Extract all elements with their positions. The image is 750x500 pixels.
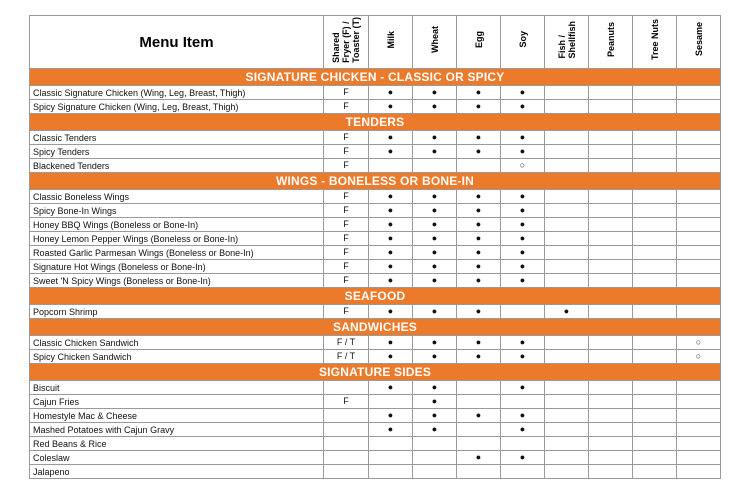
allergen-cell [633,395,677,409]
allergen-cell [545,274,589,288]
allergen-cell [545,260,589,274]
section-header-row [30,173,721,190]
menu-item-name: Homestyle Mac & Cheese [30,409,324,423]
allergen-cell: ○ [677,350,721,364]
column-header-soy: Soy [501,16,545,69]
allergen-cell [545,350,589,364]
table-row [30,437,721,451]
shared-fryer-cell [324,451,369,465]
menu-item-name: Sweet 'N Spicy Wings (Boneless or Bone-In) [30,274,324,288]
allergen-cell: ● [413,381,457,395]
allergen-cell [633,246,677,260]
table-row [30,350,721,364]
allergen-cell [677,232,721,246]
allergen-cell [545,246,589,260]
allergen-cell [633,381,677,395]
allergen-cell [633,131,677,145]
allergen-table [29,15,721,479]
allergen-cell [589,336,633,350]
allergen-cell [545,423,589,437]
allergen-cell: ● [501,145,545,159]
shared-fryer-cell: F [324,246,369,260]
shared-fryer-cell: F [324,190,369,204]
allergen-cell [677,381,721,395]
table-row [30,423,721,437]
allergen-cell: ● [501,204,545,218]
allergen-cell [545,204,589,218]
column-header-fish-shellfish: Fish / Shellfish [545,16,589,69]
section-header-row [30,288,721,305]
shared-fryer-cell: F / T [324,350,369,364]
section-title: SANDWICHES [30,319,721,336]
allergen-cell [589,86,633,100]
menu-item-name: Classic Tenders [30,131,324,145]
allergen-cell [501,437,545,451]
allergen-cell: ● [501,100,545,114]
column-header-wheat: Wheat [413,16,457,69]
allergen-cell [677,204,721,218]
allergen-cell: ● [369,381,413,395]
allergen-cell [633,350,677,364]
allergen-cell [457,465,501,479]
allergen-cell [677,246,721,260]
table-row [30,274,721,288]
allergen-cell [589,145,633,159]
table-row [30,381,721,395]
allergen-cell [633,232,677,246]
table-row [30,395,721,409]
allergen-cell [677,86,721,100]
allergen-cell [633,305,677,319]
allergen-cell [677,395,721,409]
shared-fryer-cell: F [324,100,369,114]
allergen-cell [413,465,457,479]
allergen-cell: ● [457,131,501,145]
allergen-cell [633,423,677,437]
allergen-cell [633,437,677,451]
menu-item-name: Classic Chicken Sandwich [30,336,324,350]
allergen-cell: ● [501,232,545,246]
allergen-cell [589,159,633,173]
menu-item-name: Blackened Tenders [30,159,324,173]
allergen-cell [589,381,633,395]
allergen-cell: ● [369,423,413,437]
allergen-cell: ● [369,204,413,218]
column-header-tree-nuts: Tree Nuts [633,16,677,69]
allergen-cell: ● [501,218,545,232]
shared-fryer-cell: F [324,159,369,173]
allergen-cell [633,145,677,159]
allergen-cell: ● [413,86,457,100]
menu-item-name: Red Beans & Rice [30,437,324,451]
allergen-cell: ● [501,190,545,204]
allergen-cell [677,409,721,423]
allergen-cell: ● [413,232,457,246]
allergen-cell: ● [413,145,457,159]
allergen-cell: ● [457,260,501,274]
allergen-cell: ● [413,336,457,350]
allergen-cell: ● [457,274,501,288]
shared-fryer-cell: F [324,218,369,232]
allergen-cell: ● [457,145,501,159]
shared-fryer-cell: F [324,131,369,145]
allergen-cell: ● [369,260,413,274]
allergen-cell: ● [501,350,545,364]
allergen-cell [677,131,721,145]
allergen-cell [589,465,633,479]
table-row [30,336,721,350]
allergen-cell: ● [413,204,457,218]
allergen-cell: ● [501,451,545,465]
table-row [30,409,721,423]
section-title: SEAFOOD [30,288,721,305]
table-row [30,86,721,100]
column-header-sesame: Sesame [677,16,721,69]
allergen-cell [413,437,457,451]
menu-item-name: Honey BBQ Wings (Boneless or Bone-In) [30,218,324,232]
menu-item-name: Jalapeno [30,465,324,479]
allergen-cell [589,232,633,246]
allergen-cell: ● [501,423,545,437]
allergen-cell [633,218,677,232]
allergen-cell: ● [413,190,457,204]
section-title: TENDERS [30,114,721,131]
table-row [30,232,721,246]
table-row [30,246,721,260]
allergen-cell [545,100,589,114]
allergen-cell [369,437,413,451]
shared-fryer-cell [324,409,369,423]
allergen-cell [369,159,413,173]
allergen-cell: ● [457,336,501,350]
table-row [30,218,721,232]
column-header-shared-fryer: Shared Fryer (F) / Toaster (T) [324,16,369,69]
shared-fryer-cell: F [324,232,369,246]
table-row [30,204,721,218]
menu-item-name: Spicy Tenders [30,145,324,159]
allergen-cell [545,437,589,451]
allergen-cell: ● [457,246,501,260]
allergen-cell [545,451,589,465]
allergen-cell: ● [501,86,545,100]
allergen-cell [589,423,633,437]
allergen-cell [677,100,721,114]
allergen-cell: ● [457,218,501,232]
section-title: SIGNATURE CHICKEN - CLASSIC OR SPICY [30,69,721,86]
shared-fryer-cell: F [324,260,369,274]
allergen-cell [633,336,677,350]
allergen-cell [369,451,413,465]
allergen-cell [545,232,589,246]
allergen-cell: ○ [677,336,721,350]
allergen-cell: ● [457,451,501,465]
allergen-cell [633,159,677,173]
allergen-cell: ● [501,274,545,288]
allergen-cell [589,350,633,364]
shared-fryer-cell: F / T [324,336,369,350]
shared-fryer-cell: F [324,395,369,409]
allergen-cell: ● [369,305,413,319]
allergen-cell: ● [457,100,501,114]
allergen-cell: ● [369,336,413,350]
allergen-cell [589,260,633,274]
table-row [30,159,721,173]
menu-item-name: Biscuit [30,381,324,395]
allergen-cell [633,451,677,465]
allergen-cell [677,465,721,479]
shared-fryer-cell: F [324,86,369,100]
allergen-cell [457,159,501,173]
shared-fryer-cell: F [324,145,369,159]
menu-item-name: Mashed Potatoes with Cajun Gravy [30,423,324,437]
allergen-cell: ● [457,204,501,218]
menu-item-name: Popcorn Shrimp [30,305,324,319]
allergen-cell [633,100,677,114]
allergen-cell [501,395,545,409]
allergen-cell: ● [413,260,457,274]
allergen-cell: ● [413,274,457,288]
allergen-cell [589,100,633,114]
column-header-milk: Milk [369,16,413,69]
allergen-cell: ● [501,336,545,350]
allergen-cell: ● [369,218,413,232]
allergen-cell [545,336,589,350]
allergen-cell [589,409,633,423]
column-header-peanuts: Peanuts [589,16,633,69]
allergen-table-wrapper [29,15,721,479]
menu-item-name: Coleslaw [30,451,324,465]
allergen-cell [457,437,501,451]
allergen-cell: ● [501,131,545,145]
allergen-cell: ● [457,190,501,204]
allergen-cell [457,381,501,395]
shared-fryer-cell [324,423,369,437]
allergen-cell: ● [413,423,457,437]
allergen-cell [677,423,721,437]
allergen-cell [545,381,589,395]
allergen-cell: ● [545,305,589,319]
allergen-cell: ● [501,409,545,423]
allergen-cell [633,465,677,479]
allergen-cell [633,409,677,423]
section-title: SIGNATURE SIDES [30,364,721,381]
allergen-cell: ● [369,145,413,159]
table-body [30,69,721,479]
allergen-cell: ● [369,100,413,114]
shared-fryer-cell [324,465,369,479]
menu-item-header: Menu Item [30,16,324,69]
allergen-cell: ● [369,131,413,145]
allergen-cell [501,465,545,479]
allergen-cell [589,437,633,451]
allergen-cell: ● [413,100,457,114]
header-row [30,16,721,69]
allergen-cell [545,145,589,159]
allergen-cell [545,131,589,145]
allergen-cell [589,395,633,409]
allergen-cell [677,437,721,451]
menu-item-name: Classic Boneless Wings [30,190,324,204]
allergen-cell [633,86,677,100]
section-header-row [30,364,721,381]
allergen-cell: ● [413,305,457,319]
allergen-cell [677,260,721,274]
allergen-cell [589,218,633,232]
allergen-cell: ● [369,409,413,423]
allergen-cell [633,204,677,218]
allergen-cell [677,218,721,232]
allergen-cell [369,465,413,479]
shared-fryer-cell [324,381,369,395]
allergen-cell: ● [413,246,457,260]
allergen-cell [677,145,721,159]
allergen-cell: ● [501,260,545,274]
allergen-cell [677,305,721,319]
menu-item-name: Spicy Chicken Sandwich [30,350,324,364]
allergen-cell [589,204,633,218]
allergen-cell [413,451,457,465]
allergen-cell: ○ [501,159,545,173]
menu-item-name: Signature Hot Wings (Boneless or Bone-In) [30,260,324,274]
allergen-cell [369,395,413,409]
table-row [30,190,721,204]
allergen-cell: ● [457,232,501,246]
allergen-cell [545,465,589,479]
allergen-cell [457,395,501,409]
table-row [30,305,721,319]
column-header-egg: Egg [457,16,501,69]
allergen-cell [545,218,589,232]
allergen-cell [589,305,633,319]
allergen-cell: ● [413,131,457,145]
allergen-cell: ● [457,350,501,364]
menu-item-name: Spicy Signature Chicken (Wing, Leg, Breast, Thigh) [30,100,324,114]
allergen-cell [633,190,677,204]
allergen-cell: ● [369,350,413,364]
table-row [30,145,721,159]
menu-item-name: Honey Lemon Pepper Wings (Boneless or Bone-In) [30,232,324,246]
table-row [30,131,721,145]
allergen-cell: ● [413,350,457,364]
allergen-cell [633,260,677,274]
menu-item-name: Roasted Garlic Parmesan Wings (Boneless or Bone-In) [30,246,324,260]
allergen-cell [545,409,589,423]
section-header-row [30,319,721,336]
shared-fryer-cell [324,437,369,451]
shared-fryer-cell: F [324,274,369,288]
allergen-cell: ● [369,232,413,246]
allergen-cell [677,159,721,173]
allergen-cell: ● [369,246,413,260]
table-row [30,100,721,114]
allergen-cell [677,190,721,204]
allergen-cell: ● [413,395,457,409]
allergen-cell [501,305,545,319]
table-row [30,260,721,274]
allergen-cell [633,274,677,288]
shared-fryer-cell: F [324,305,369,319]
allergen-cell [677,451,721,465]
allergen-cell: ● [369,86,413,100]
allergen-cell [589,190,633,204]
allergen-cell [589,246,633,260]
section-title: WINGS - BONELESS OR BONE-IN [30,173,721,190]
menu-item-name: Cajun Fries [30,395,324,409]
allergen-cell: ● [413,409,457,423]
allergen-cell [413,159,457,173]
allergen-cell [589,274,633,288]
allergen-cell [545,86,589,100]
allergen-cell [677,274,721,288]
allergen-cell [545,395,589,409]
allergen-cell: ● [369,190,413,204]
menu-item-name: Classic Signature Chicken (Wing, Leg, Breast, Thigh) [30,86,324,100]
allergen-cell: ● [501,246,545,260]
allergen-cell: ● [457,86,501,100]
table-row [30,465,721,479]
section-header-row [30,69,721,86]
allergen-cell: ● [369,274,413,288]
menu-item-name: Spicy Bone-In Wings [30,204,324,218]
allergen-cell: ● [413,218,457,232]
allergen-cell: ● [457,305,501,319]
allergen-cell [589,451,633,465]
allergen-cell [545,190,589,204]
shared-fryer-cell: F [324,204,369,218]
allergen-cell: ● [501,381,545,395]
allergen-cell: ● [457,409,501,423]
allergen-cell [457,423,501,437]
allergen-cell [589,131,633,145]
allergen-cell [545,159,589,173]
section-header-row [30,114,721,131]
table-row [30,451,721,465]
